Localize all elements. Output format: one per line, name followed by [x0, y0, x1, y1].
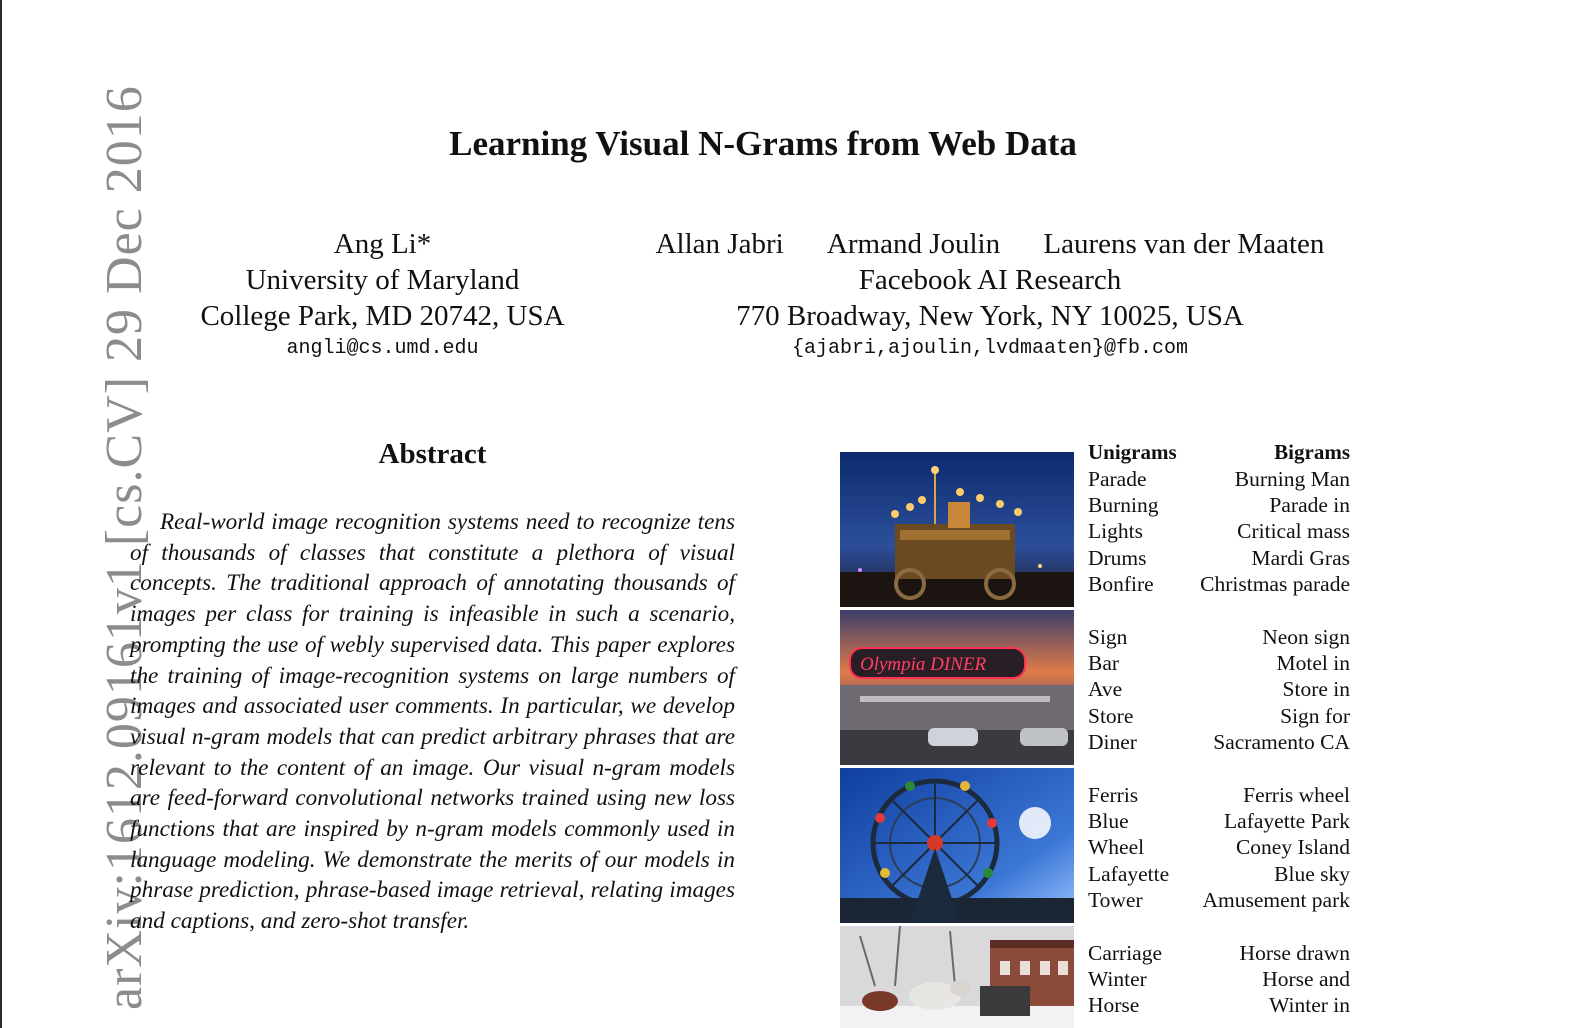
diner-image	[840, 610, 1074, 765]
bigram: Horse and	[1262, 967, 1350, 992]
unigram: Drums	[1088, 545, 1147, 570]
bigram: Coney Island	[1235, 835, 1350, 860]
bigram: Neon sign	[1262, 625, 1350, 649]
unigram: Bar	[1088, 651, 1120, 676]
unigram: Wheel	[1088, 835, 1145, 860]
unigram: Parade	[1088, 467, 1147, 491]
unigram: Lights	[1088, 519, 1143, 544]
author-name: Armand Joulin	[826, 228, 1001, 260]
bigram: Critical mass	[1237, 519, 1350, 544]
bigram: Horse drawn	[1239, 941, 1350, 965]
diner-sign-text: Olympia DINER	[860, 654, 987, 675]
paper-title: Learning Visual N-Grams from Web Data	[449, 124, 1077, 163]
unigram: Ave	[1088, 677, 1123, 702]
author-email[interactable]: angli@cs.umd.edu	[286, 337, 479, 360]
author-name: Laurens van der Maaten	[1043, 228, 1325, 260]
author-email[interactable]: {ajabri,ajoulin,lvdmaaten}@fb.com	[791, 337, 1189, 360]
author-name: Allan Jabri	[655, 228, 784, 260]
ngram-examples-figure	[838, 440, 1358, 1028]
author-block-fair	[620, 226, 1360, 364]
bigram: Lafayette Park	[1224, 809, 1350, 834]
bigram: Sacramento CA	[1213, 729, 1350, 754]
author-address: College Park, MD 20742, USA	[200, 300, 565, 332]
unigram: Tower	[1088, 887, 1143, 912]
unigram: Burning	[1088, 493, 1159, 518]
arxiv-identifier-stamp: arXiv:1612.09161v1 [cs.CV] 29 Dec 2016	[96, 85, 153, 1010]
author-affiliation: University of Maryland	[245, 264, 520, 296]
bigram: Sign for	[1280, 703, 1350, 728]
bigram: Mardi Gras	[1251, 545, 1350, 570]
bigram: Motel in	[1276, 651, 1350, 676]
bigram: Store in	[1282, 677, 1350, 702]
bigram: Amusement park	[1202, 887, 1350, 912]
unigram: Blue	[1088, 809, 1129, 834]
unigram: Winter	[1088, 967, 1147, 992]
unigram: Store	[1088, 703, 1134, 728]
unigrams-column-heading: Unigrams	[1088, 440, 1177, 464]
unigram: Sign	[1088, 625, 1128, 649]
author-address: 770 Broadway, New York, NY 10025, USA	[736, 300, 1244, 332]
author-names	[620, 226, 1360, 262]
ferris-wheel-image	[840, 768, 1074, 923]
unigram: Bonfire	[1088, 571, 1154, 596]
bigram-list	[1150, 940, 1350, 1019]
bigrams-column-heading: Bigrams	[1274, 440, 1350, 464]
unigram: Lafayette	[1088, 861, 1170, 886]
bigram: Ferris wheel	[1243, 783, 1350, 807]
abstract-heading: Abstract	[378, 438, 487, 470]
bigram-list	[1150, 466, 1350, 597]
unigram: Diner	[1088, 729, 1137, 754]
burning-man-image	[840, 452, 1074, 607]
bigram-list	[1150, 624, 1350, 755]
bigram-list	[1150, 782, 1350, 913]
bigram: Christmas parade	[1200, 571, 1350, 596]
unigram: Horse	[1088, 993, 1140, 1018]
author-name: Ang Li*	[333, 228, 432, 260]
bigram: Parade in	[1269, 493, 1350, 518]
abstract-text: Real-world image recognition systems need to recognize tens of thousands of classes that constitute a plethora of visual concepts. The traditional approach of annotating thousands of images per class for training is infeasible in such a scenario, prompting the use of webly supervised data. This paper explores the training of image-recognition systems on large numbers of images and associated user comments. In particular, we develop visual n-gram models that can predict arbitrary phrases that are relevant to the content of an image. Our visual n-gram models are feed-forward convolutional networks trained using new loss functions that are inspired by n-gram models commonly used in language modeling. We demonstrate the merits of our models in phrase prediction, phrase-based image retrieval, relating images and captions, and zero-shot transfer.	[130, 509, 735, 935]
author-block-umd	[170, 226, 595, 364]
horse-carriage-image	[840, 926, 1074, 1028]
unigram: Carriage	[1088, 941, 1163, 965]
author-affiliation: Facebook AI Research	[858, 264, 1122, 296]
bigram: Burning Man	[1234, 467, 1350, 491]
bigram: Blue sky	[1274, 861, 1350, 886]
unigram: Ferris	[1088, 783, 1139, 807]
bigram: Winter in	[1269, 993, 1350, 1018]
